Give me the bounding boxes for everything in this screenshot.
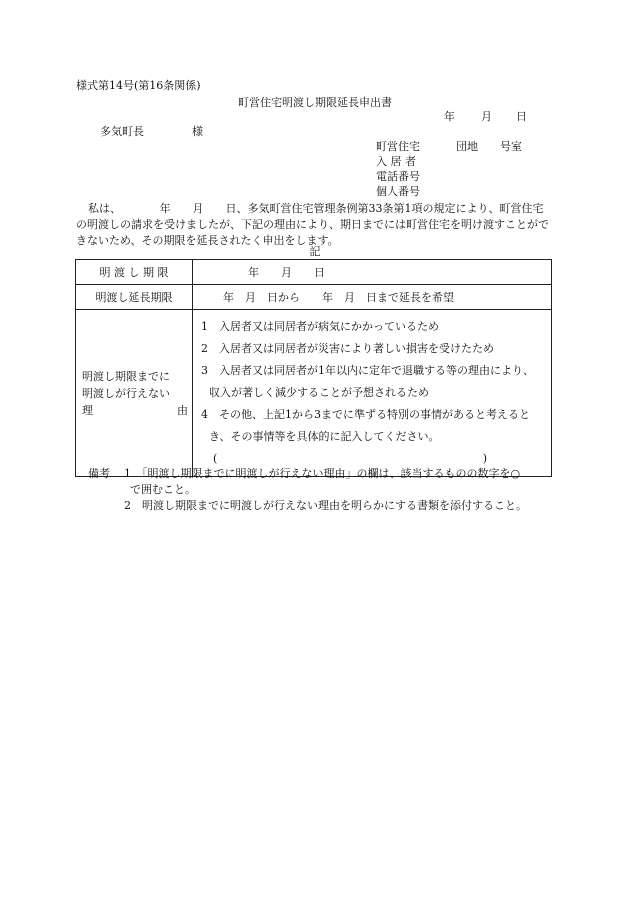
table-row [76, 285, 552, 310]
addressee-honorific: 様 [192, 125, 203, 138]
details-table [75, 259, 552, 477]
label-reason [76, 310, 193, 477]
label-reason-line [82, 402, 192, 419]
note-line [88, 466, 527, 482]
paren-close: ) [482, 452, 487, 465]
note-1-cont: で囲むこと。 [130, 483, 196, 496]
date-day: 日 [516, 110, 527, 123]
label-deadline: 明 渡 し 期 限 [76, 260, 193, 285]
reason-item: 2 入居者又は同居者が災害により著しい損害を受けたため [201, 342, 494, 355]
reason-item: 収入が著しく減少することが予想されるため [209, 386, 429, 399]
reason-item: 4 その他、上記1から3までに準ずる特別の事情があると考えると [201, 408, 530, 421]
label-reason-line: 明渡し期限までに [82, 369, 170, 383]
ki-heading: 記 [309, 245, 321, 258]
personal-id-label: 個人番号 [376, 185, 420, 198]
danchi-label: 団地 [456, 140, 478, 153]
reasons-list [193, 310, 552, 477]
reason-item: 3 入居者又は同居者が1年以内に定年で退職する等の理由により、 [201, 364, 534, 377]
applicant-housing-row [376, 141, 522, 156]
date-line [444, 111, 527, 122]
note-1: 1 「明渡し期限までに明渡しが行えない理由」の欄は、該当するものの数字を○ [124, 467, 521, 480]
table-row [76, 260, 552, 285]
applicant-block [376, 141, 522, 201]
label-reason-char: 理 [82, 403, 93, 417]
label-extension: 明渡し延長期限 [76, 285, 193, 310]
housing-label: 町営住宅 [376, 140, 420, 153]
date-year: 年 [444, 110, 455, 123]
value-extension: 年 月 日から 年 月 日まで延長を希望 [193, 285, 552, 310]
reason-item: き、その事情等を具体的に記入してください。 [209, 430, 440, 443]
room-label: 号室 [500, 140, 522, 153]
notes [88, 466, 527, 514]
resident-label: 入 居 者 [376, 155, 416, 168]
label-reason-char: 由 [177, 403, 188, 417]
note-2: 2 明渡し期限までに明渡しが行えない理由を明らかにする書類を添付すること。 [124, 499, 527, 512]
date-month: 月 [481, 110, 492, 123]
document-title: 町営住宅明渡し期限延長申出書 [238, 96, 392, 109]
body-paragraph: 私は、 年 月 日、多気町営住宅管理条例第33条第1項の規定により、町営住宅の明渡しの請求を受けましたが、下記の理由により、期日までには町営住宅を明け渡すことができないため、その期限を延長されたく申出をします。 [76, 202, 549, 247]
notes-heading: 備考 [88, 467, 110, 480]
addressee-name: 多気町長 [100, 125, 144, 138]
addressee [100, 126, 203, 137]
label-reason-line: 明渡しが行えない [82, 386, 170, 400]
table-row [76, 310, 552, 477]
paren-open: ( [213, 452, 218, 465]
form-number: 様式第14号(第16条関係) [76, 79, 201, 92]
value-deadline: 年 月 日 [193, 260, 552, 285]
reason-item: 1 入居者又は同居者が病気にかかっているため [201, 320, 439, 333]
phone-label: 電話番号 [376, 170, 420, 183]
